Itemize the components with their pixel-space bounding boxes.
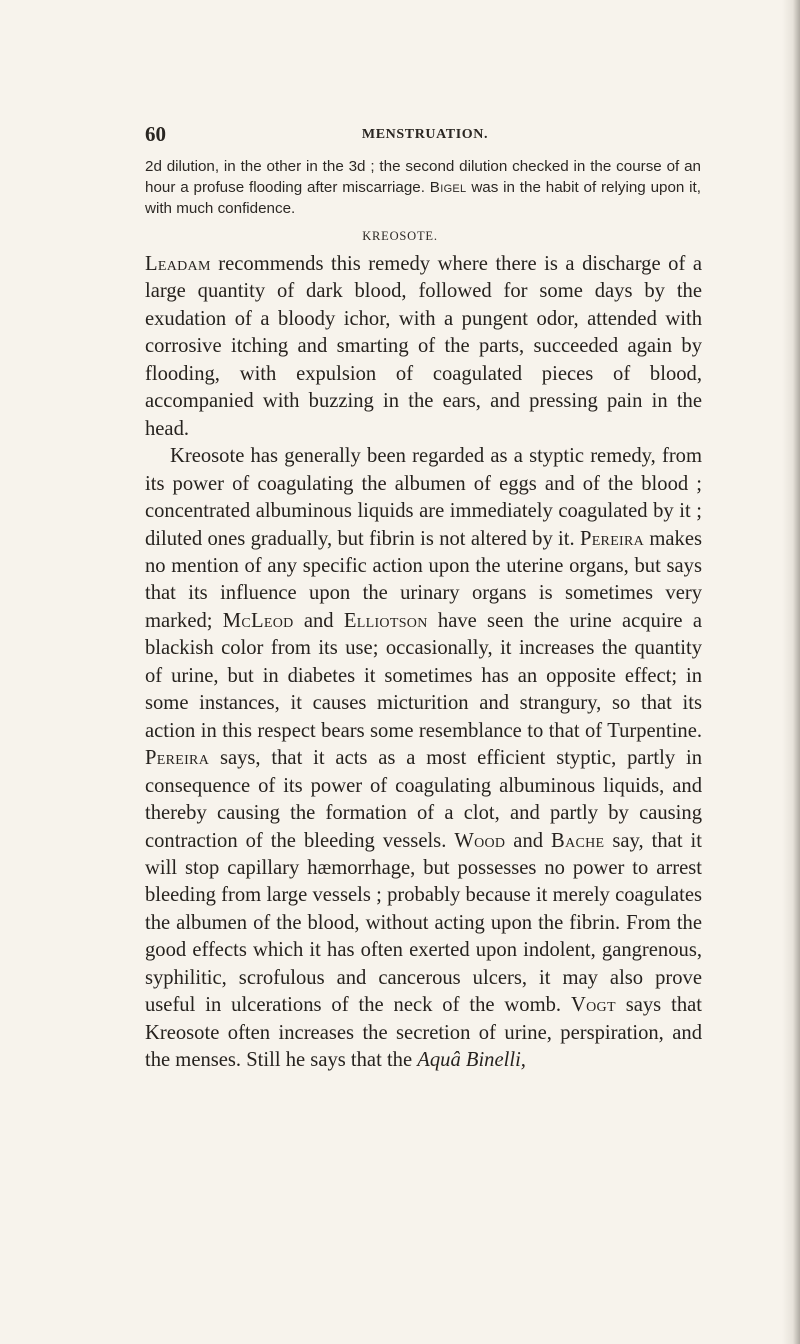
paragraph-kreosote-text-7: say, that it will stop capillary hæmorrhage, but possesses no power to arrest bleeding from large vessels ; probably because it merely coagulates the albumen of the blood, without acting upon the fibrin. From the good effects which it has often exerted upon indolent, gangrenous, syphilitic, scrofulous and cancerous ulcers, it may also prove useful in ulcerations of the neck of the womb. [145, 829, 702, 1017]
paragraph-kreosote [145, 443, 702, 1074]
intro-text [145, 156, 701, 219]
author-name-leadam: Leadam [145, 253, 211, 275]
paragraph-kreosote-text-8: says that Kreosote often increases the secretion of urine, perspiration, and the menses. Still he says that the [145, 994, 702, 1072]
author-name-bigel: Bigel [429, 179, 467, 196]
page-edge-shadow [782, 0, 800, 1344]
intro-text-part1: 2d dilution, in the other in the 3d ; the second dilution checked in the course of an hour a profuse flooding after miscarriage. [145, 158, 701, 196]
body-text [145, 251, 702, 1075]
intro-paragraph [145, 156, 701, 219]
paragraph-kreosote-text-1: Kreosote has generally been regarded as a styptic remedy, from its power of coagulating the albumen of eggs and of the blood ; concentrated albuminous liquids are immediately coagulated by it ; diluted ones gradually, but fibrin is not altered by it. [145, 445, 702, 550]
author-name-pereira-2: Pereira [145, 747, 210, 770]
running-head: MENSTRUATION. [361, 127, 489, 142]
author-name-vogt: Vogt [570, 994, 616, 1017]
author-name-mcleod: McLeod [222, 609, 294, 632]
author-name-wood: Wood [454, 829, 506, 852]
author-name-bache: Bache [551, 829, 605, 852]
page-number: 60 [145, 122, 166, 146]
page-header [145, 122, 705, 152]
paragraph-kreosote-text-2: makes no mention of any specific action upon the uterine organs, but says that its influence upon the urinary organs is sometimes very marked; [145, 527, 702, 632]
italic-remedy-name: Aquâ Binelli, [417, 1049, 526, 1072]
intro-text-part2: was in the habit of relying upon it, with much confidence. [145, 179, 701, 217]
author-name-pereira-1: Pereira [579, 527, 645, 550]
paragraph-kreosote-text-3: and [293, 609, 344, 632]
section-title: KREOSOTE. [362, 229, 438, 243]
paragraph-leadam-text: recommends this remedy where there is a discharge of a large quantity of dark blood, followed for some days by the exudation of a bloody ichor, with a pungent odor, attended with corrosive itching and smarting of the parts, succeeded again by flooding, with expulsion of coagulated pieces of blood, accompanied with buzzing in the ears, and pressing pain in the head. [145, 253, 702, 440]
author-name-elliotson: Elliotson [343, 609, 428, 632]
paragraph-kreosote-text-5: says, that it acts as a most efficient styptic, partly in consequence of its power of coagulating albuminous liquids, and thereby causing the formation of a clot, and partly by causing contraction of the bleeding vessels. [145, 747, 702, 852]
paragraph-leadam [145, 251, 702, 443]
paragraph-kreosote-text-4: have seen the urine acquire a blackish color from its use; occasionally, it increases the quantity of urine, but in diabetes it sometimes has an opposite effect; in some instances, it causes micturition and strangury, so that its action in this respect bears some resemblance to that of Turpentine. [145, 609, 702, 742]
paragraph-kreosote-text-6: and [505, 829, 552, 852]
